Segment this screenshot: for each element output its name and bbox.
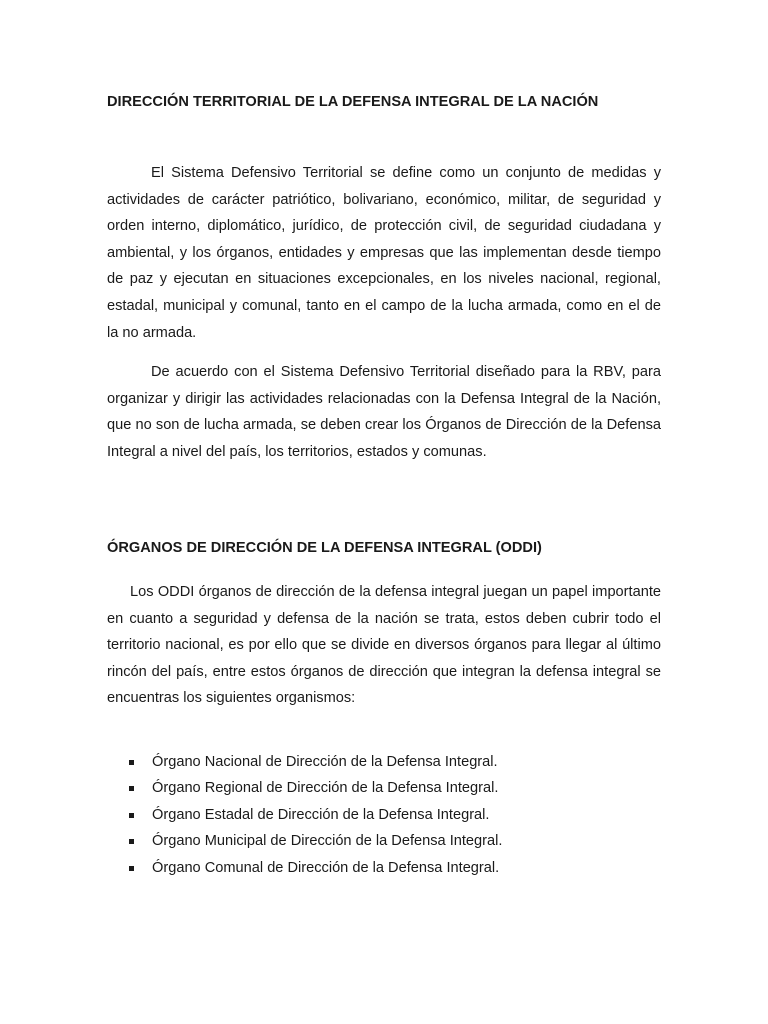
square-bullet-icon <box>129 839 134 844</box>
list-item-text: Órgano Municipal de Dirección de la Defensa Integral. <box>152 833 503 850</box>
square-bullet-icon <box>129 866 134 871</box>
list-item <box>107 775 663 801</box>
square-bullet-icon <box>129 813 134 818</box>
paragraph-sistema-defensivo: El Sistema Defensivo Territorial se define como un conjunto de medidas y actividades de carácter patriótico, bolivariano, económico, militar, de seguridad y orden interno, diplomático, jurídico, de protección civil, de seguridad ciudadana y ambiental, y los órganos, entidades y empresas que las implementan desde tiempo de paz y ejecutan en situaciones excepcionales, en los niveles nacional, regional, estadal, municipal y comunal, tanto en el campo de la lucha armada, como en el de la no armada. <box>107 165 661 341</box>
list-item <box>107 802 663 828</box>
list-item <box>107 855 663 881</box>
list-item <box>107 749 663 775</box>
list-item-text: Órgano Comunal de Dirección de la Defensa Integral. <box>152 859 500 876</box>
section-heading-direccion-territorial: DIRECCIÓN TERRITORIAL DE LA DEFENSA INTEGRAL DE LA NACIÓN <box>107 94 599 110</box>
square-bullet-icon <box>129 760 134 765</box>
section-heading-oddi: ÓRGANOS DE DIRECCIÓN DE LA DEFENSA INTEGRAL (ODDI) <box>107 540 542 556</box>
list-item-text: Órgano Regional de Dirección de la Defensa Integral. <box>152 780 499 797</box>
paragraph-oddi: Los ODDI órganos de dirección de la defensa integral juegan un papel importante en cuanto a seguridad y defensa de la nación se trata, estos deben cubrir todo el territorio nacional, es por ello que se divide en diversos órganos para llegar al último rincón del país, entre estos órganos de dirección que integran la defensa integral se encuentras los siguientes organismos: <box>107 584 661 707</box>
list-item-text: Órgano Estadal de Dirección de la Defensa Integral. <box>152 806 490 823</box>
list-item-text: Órgano Nacional de Dirección de la Defensa Integral. <box>152 754 498 770</box>
list-item <box>107 828 663 854</box>
organ-list <box>107 749 663 881</box>
square-bullet-icon <box>129 786 134 791</box>
paragraph-rbv: De acuerdo con el Sistema Defensivo Territorial diseñado para la RBV, para organizar y dirigir las actividades relacionadas con la Defensa Integral de la Nación, que no son de lucha armada, se deben crear los Órganos de Dirección de la Defensa Integral a nivel del país, los territorios, estados y comunas. <box>107 364 661 460</box>
